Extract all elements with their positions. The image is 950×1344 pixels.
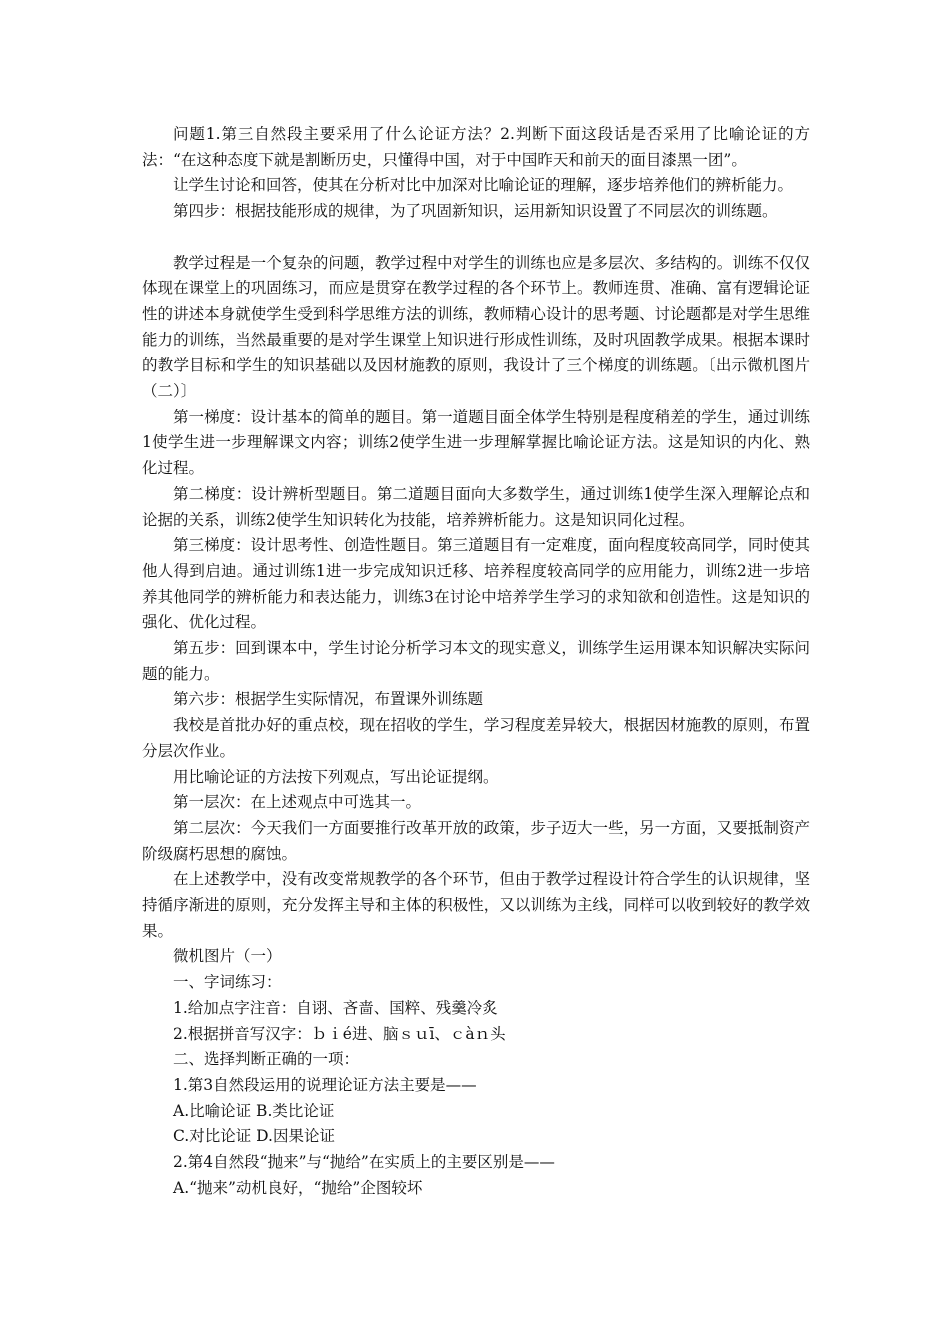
paragraph-section-two: 二、选择判断正确的一项：: [173, 1050, 360, 1069]
paragraph-item-pinyin: 1.给加点字注音：自诩、吝啬、国粹、残羹冷炙: [173, 998, 498, 1017]
paragraph-school: 我校是首批办好的重点校，现在招收的学生，学习程度差异较大，根据因材施教的原则，布置分层次作业。: [142, 716, 810, 760]
paragraph-question-two: 2.第4自然段“抛来”与“抛给”在实质上的主要区别是——: [173, 1153, 555, 1172]
paragraph-gradient-one: 第一梯度：设计基本的简单的题目。第一道题目面全体学生特别是程度稍差的学生，通过训练1使学生进一步理解课文内容；训练2使学生进一步理解掌握比喻论证方法。这是知识的内化、熟化过程。: [142, 407, 810, 478]
paragraph-question: 问题1.第三自然段主要采用了什么论证方法？2.判断下面这段话是否采用了比喻论证的方法：“在这种态度下就是割断历史，只懂得中国，对于中国昨天和前天的面目漆黑一团”。: [142, 125, 810, 169]
paragraph-gradient-three: 第三梯度：设计思考性、创造性题目。第三道题目有一定难度，面向程度较高同学，同时使其他人得到启迪。通过训练1进一步完成知识迁移、培养程度较高同学的应用能力，训练2进一步培养其他同学的辨析能力和表达能力，训练3在讨论中培养学生学习的求知欲和创造性。这是知识的强化、优化过程。: [142, 536, 810, 632]
paragraph-options-cd: C.对比论证 D.因果论证: [173, 1127, 335, 1146]
paragraph-assignment: 用比喻论证的方法按下列观点，写出论证提纲。: [173, 767, 499, 786]
paragraph-summary: 在上述教学中，没有改变常规教学的各个环节，但由于教学过程设计符合学生的认识规律，坚持循序渐进的原则，充分发挥主导和主体的积极性，又以训练为主线，同样可以收到较好的教学效果。: [142, 870, 810, 940]
paragraph-step-five: 第五步：回到课本中，学生讨论分析学习本文的现实意义，训练学生运用课本知识解决实际问题的能力。: [142, 639, 810, 683]
blank-line: [142, 225, 810, 251]
paragraph-step-six: 第六步：根据学生实际情况，布置课外训练题: [173, 690, 484, 709]
paragraph-teaching-process: 教学过程是一个复杂的问题，教学过程中对学生的训练也应是多层次、多结构的。训练不仅仅体现在课堂上的巩固练习，而应是贯穿在教学过程的各个环节上。教师连贯、准确、富有逻辑论证性的讲述本身就使学生受到科学思维方法的训练，教师精心设计的思考题、讨论题都是对学生思维能力的训练，当然最重要的是对学生课堂上知识进行形成性训练，及时巩固教学成果。根据本课时的教学目标和学生的知识基础以及因材施教的原则，我设计了三个梯度的训练题。〔出示微机图片（二）〕: [142, 253, 810, 401]
document-page: [142, 122, 810, 1202]
paragraph-section-one: 一、字词练习：: [173, 973, 282, 992]
paragraph-slide-title: 微机图片（一）: [173, 947, 282, 966]
paragraph-question-one: 1.第3自然段运用的说理论证方法主要是——: [173, 1076, 477, 1094]
paragraph-discussion: 让学生讨论和回答，使其在分析对比中加深对比喻论证的理解，逐步培养他们的辨析能力。: [173, 176, 794, 195]
paragraph-gradient-two: 第二梯度：设计辨析型题目。第二道题目面向大多数学生，通过训练1使学生深入理解论点和论据的关系，训练2使学生知识转化为技能，培养辨析能力。这是知识同化过程。: [142, 484, 810, 529]
paragraph-options-ab: A.比喻论证 B.类比论证: [173, 1101, 335, 1120]
paragraph-item-hanzi: 2.根据拼音写汉字：ｂｉé进、脑ｓｕī、ｃàｎ头: [173, 1024, 506, 1043]
paragraph-option-a: A.“抛来”动机良好，“抛给”企图较坏: [173, 1178, 423, 1197]
paragraph-level-one: 第一层次：在上述观点中可选其一。: [173, 793, 422, 812]
paragraph-level-two: 第二层次：今天我们一方面要推行改革开放的政策，步子迈大一些，另一方面，又要抵制资产阶级腐朽思想的腐蚀。: [142, 818, 810, 863]
paragraph-step-four: 第四步：根据技能形成的规律，为了巩固新知识，运用新知识设置了不同层次的训练题。: [173, 202, 778, 221]
